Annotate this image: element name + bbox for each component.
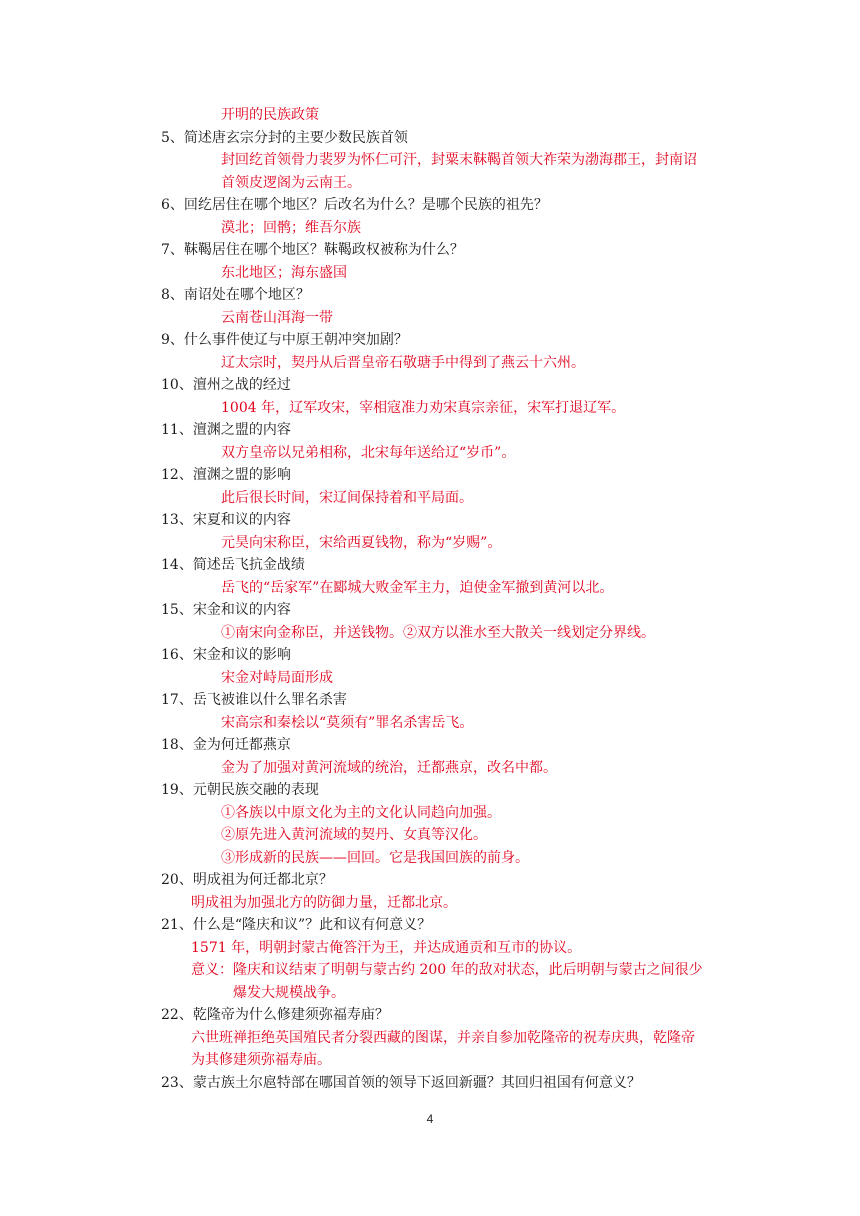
question-line: 8、南诏处在哪个地区？	[161, 287, 310, 303]
question-line: 18、金为何迁都燕京	[161, 737, 291, 753]
answer-line: ①各族以中原文化为主的文化认同趋向加强。	[221, 805, 501, 821]
question-line: 5、简述唐玄宗分封的主要少数民族首领	[161, 130, 408, 146]
answer-line: 东北地区；海东盛国	[221, 265, 347, 281]
answer-line: 1571 年，明朝封蒙古俺答汗为王，并达成通贡和互市的协议。	[191, 940, 582, 956]
question-line: 20、明成祖为何迁都北京？	[161, 872, 333, 888]
question-line: 10、澶州之战的经过	[161, 377, 291, 393]
question-line: 9、什么事件使辽与中原王朝冲突加剧？	[161, 332, 408, 348]
answer-line: 封回纥首领骨力裴罗为怀仁可汗，封粟末靺鞨首领大祚荣为渤海郡王，封南诏	[221, 152, 697, 168]
answer-line: 1004 年，辽军攻宋，宰相寇准力劝宋真宗亲征，宋军打退辽军。	[221, 400, 626, 416]
answer-line: ①南宋向金称臣，并送钱物。②双方以淮水至大散关一线划定分界线。	[221, 625, 655, 641]
answer-line: 此后很长时间，宋辽间保持着和平局面。	[221, 490, 473, 506]
question-line: 6、回纥居住在哪个地区？后改名为什么？是哪个民族的祖先？	[161, 197, 548, 213]
answer-line: 元昊向宋称臣，宋给西夏钱物，称为“岁赐”。	[221, 535, 502, 551]
question-line: 13、宋夏和议的内容	[161, 512, 291, 528]
answer-line: 云南苍山洱海一带	[221, 310, 333, 326]
answer-line: ③形成新的民族——回回。它是我国回族的前身。	[221, 850, 529, 866]
answer-line: 开明的民族政策	[221, 107, 319, 123]
answer-line: 金为了加强对黄河流域的统治，迁都燕京，改名中都。	[221, 760, 557, 776]
answer-line: 辽太宗时，契丹从后晋皇帝石敬瑭手中得到了燕云十六州。	[221, 355, 585, 371]
question-line: 15、宋金和议的内容	[161, 602, 291, 618]
question-line: 16、宋金和议的影响	[161, 647, 291, 663]
question-line: 14、简述岳飞抗金战绩	[161, 557, 305, 573]
question-line: 17、岳飞被谁以什么罪名杀害	[161, 692, 347, 708]
answer-line: 漠北；回鹘；维吾尔族	[221, 220, 361, 236]
question-line: 21、什么是“隆庆和议”？此和议有何意义？	[161, 917, 432, 933]
question-line: 7、靺鞨居住在哪个地区？靺鞨政权被称为什么？	[161, 242, 464, 258]
answer-line: 六世班禅拒绝英国殖民者分裂西藏的图谋，并亲自参加乾隆帝的祝寿庆典，乾隆帝	[191, 1030, 695, 1046]
answer-line: 首领皮逻阁为云南王。	[221, 175, 361, 191]
question-line: 23、蒙古族土尔扈特部在哪国首领的领导下返回新疆？其回归祖国有何意义？	[161, 1075, 641, 1091]
question-line: 11、澶渊之盟的内容	[161, 422, 291, 438]
page-number: 4	[426, 1112, 434, 1126]
answer-line: 宋金对峙局面形成	[221, 670, 333, 686]
answer-line: 爆发大规模战争。	[233, 985, 345, 1001]
answer-line: 意义：隆庆和议结束了明朝与蒙古约 200 年的敌对状态，此后明朝与蒙古之间很少	[191, 962, 703, 978]
question-line: 22、乾隆帝为什么修建须弥福寿庙？	[161, 1007, 389, 1023]
answer-line: 宋高宗和秦桧以“莫须有”罪名杀害岳飞。	[221, 715, 474, 731]
answer-line: ②原先进入黄河流域的契丹、女真等汉化。	[221, 827, 487, 843]
question-line: 19、元朝民族交融的表现	[161, 782, 319, 798]
answer-line: 明成祖为加强北方的防御力量，迁都北京。	[191, 895, 457, 911]
answer-line: 岳飞的“岳家军”在郾城大败金军主力，迫使金军撤到黄河以北。	[221, 580, 614, 596]
question-line: 12、澶渊之盟的影响	[161, 467, 291, 483]
answer-line: 为其修建须弥福寿庙。	[191, 1052, 331, 1068]
answer-line: 双方皇帝以兄弟相称，北宋每年送给辽“岁币”。	[221, 445, 516, 461]
